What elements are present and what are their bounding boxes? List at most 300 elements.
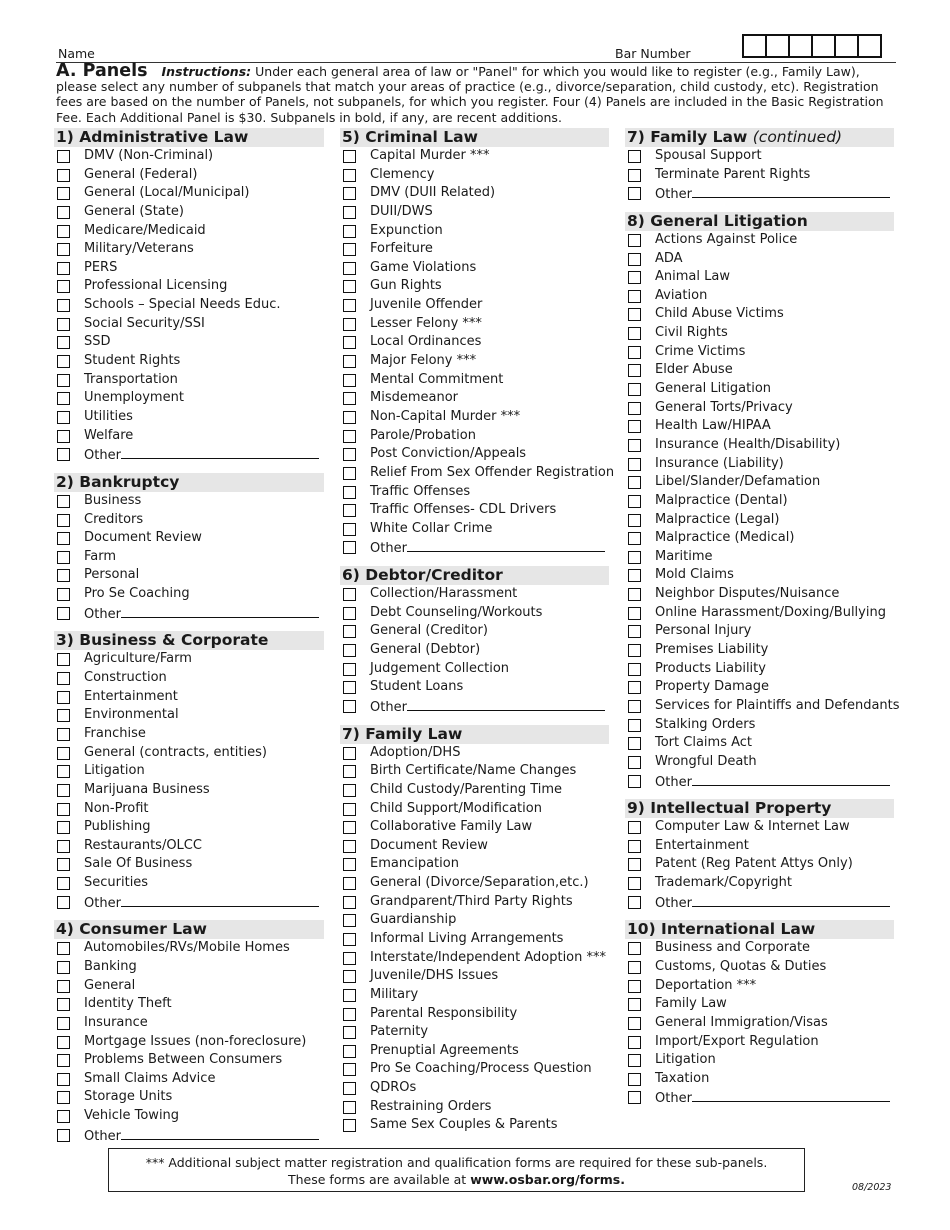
subpanel-item[interactable] bbox=[340, 501, 609, 520]
subpanel-checkbox[interactable] bbox=[343, 430, 356, 443]
subpanel-checkbox[interactable] bbox=[57, 280, 70, 293]
other-write-in-line[interactable] bbox=[121, 445, 319, 459]
subpanel-checkbox[interactable] bbox=[343, 663, 356, 676]
subpanel-checkbox[interactable] bbox=[343, 588, 356, 601]
subpanel-item[interactable] bbox=[340, 315, 609, 334]
subpanel-item[interactable] bbox=[54, 893, 324, 912]
subpanel-item[interactable] bbox=[340, 678, 609, 697]
subpanel-item[interactable] bbox=[340, 427, 609, 446]
subpanel-checkbox[interactable] bbox=[57, 765, 70, 778]
subpanel-item[interactable] bbox=[340, 1098, 609, 1117]
subpanel-item[interactable] bbox=[625, 548, 894, 567]
subpanel-item[interactable] bbox=[54, 566, 324, 585]
subpanel-checkbox[interactable] bbox=[628, 942, 641, 955]
subpanel-checkbox[interactable] bbox=[343, 467, 356, 480]
other-write-in-line[interactable] bbox=[692, 772, 890, 786]
subpanel-checkbox[interactable] bbox=[57, 150, 70, 163]
other-write-in-line[interactable] bbox=[121, 1126, 319, 1140]
subpanel-checkbox[interactable] bbox=[628, 514, 641, 527]
subpanel-item[interactable] bbox=[625, 585, 894, 604]
bar-digit-box[interactable] bbox=[813, 36, 836, 56]
subpanel-checkbox[interactable] bbox=[628, 1017, 641, 1030]
subpanel-checkbox[interactable] bbox=[343, 681, 356, 694]
subpanel-item[interactable] bbox=[54, 240, 324, 259]
subpanel-item[interactable] bbox=[625, 753, 894, 772]
subpanel-item[interactable] bbox=[54, 725, 324, 744]
subpanel-checkbox[interactable] bbox=[57, 942, 70, 955]
subpanel-item[interactable] bbox=[54, 184, 324, 203]
subpanel-item[interactable] bbox=[54, 315, 324, 334]
subpanel-item[interactable] bbox=[340, 874, 609, 893]
subpanel-checkbox[interactable] bbox=[343, 858, 356, 871]
subpanel-checkbox[interactable] bbox=[57, 169, 70, 182]
subpanel-item[interactable] bbox=[54, 166, 324, 185]
subpanel-checkbox[interactable] bbox=[57, 569, 70, 582]
subpanel-item[interactable] bbox=[625, 473, 894, 492]
subpanel-checkbox[interactable] bbox=[57, 821, 70, 834]
other-write-in-line[interactable] bbox=[121, 893, 319, 907]
subpanel-checkbox[interactable] bbox=[57, 187, 70, 200]
subpanel-checkbox[interactable] bbox=[57, 355, 70, 368]
subpanel-item[interactable] bbox=[340, 641, 609, 660]
subpanel-checkbox[interactable] bbox=[57, 607, 70, 620]
subpanel-item[interactable] bbox=[340, 762, 609, 781]
subpanel-checkbox[interactable] bbox=[57, 374, 70, 387]
subpanel-item[interactable] bbox=[54, 1107, 324, 1126]
subpanel-item[interactable] bbox=[340, 930, 609, 949]
subpanel-item[interactable] bbox=[625, 995, 894, 1014]
subpanel-item[interactable] bbox=[625, 660, 894, 679]
subpanel-item[interactable] bbox=[625, 1051, 894, 1070]
subpanel-item[interactable] bbox=[340, 622, 609, 641]
subpanel-item[interactable] bbox=[625, 1070, 894, 1089]
subpanel-checkbox[interactable] bbox=[343, 280, 356, 293]
subpanel-checkbox[interactable] bbox=[628, 364, 641, 377]
subpanel-item[interactable] bbox=[54, 855, 324, 874]
subpanel-checkbox[interactable] bbox=[343, 374, 356, 387]
other-write-in-line[interactable] bbox=[692, 893, 890, 907]
subpanel-checkbox[interactable] bbox=[343, 392, 356, 405]
subpanel-checkbox[interactable] bbox=[343, 784, 356, 797]
subpanel-item[interactable] bbox=[625, 268, 894, 287]
subpanel-item[interactable] bbox=[54, 511, 324, 530]
subpanel-checkbox[interactable] bbox=[343, 504, 356, 517]
subpanel-checkbox[interactable] bbox=[57, 858, 70, 871]
subpanel-checkbox[interactable] bbox=[57, 262, 70, 275]
subpanel-item[interactable] bbox=[54, 389, 324, 408]
bar-digit-box[interactable] bbox=[744, 36, 767, 56]
subpanel-checkbox[interactable] bbox=[57, 392, 70, 405]
subpanel-item[interactable] bbox=[54, 1088, 324, 1107]
subpanel-item[interactable] bbox=[54, 781, 324, 800]
subpanel-item[interactable] bbox=[54, 259, 324, 278]
subpanel-checkbox[interactable] bbox=[57, 653, 70, 666]
subpanel-item[interactable] bbox=[340, 1060, 609, 1079]
subpanel-checkbox[interactable] bbox=[343, 747, 356, 760]
subpanel-item[interactable] bbox=[625, 417, 894, 436]
forms-link[interactable]: www.osbar.org/forms. bbox=[470, 1172, 625, 1187]
subpanel-checkbox[interactable] bbox=[343, 243, 356, 256]
subpanel-checkbox[interactable] bbox=[57, 840, 70, 853]
subpanel-item[interactable] bbox=[340, 911, 609, 930]
subpanel-checkbox[interactable] bbox=[343, 1045, 356, 1058]
subpanel-item[interactable] bbox=[625, 231, 894, 250]
subpanel-item[interactable] bbox=[340, 184, 609, 203]
subpanel-checkbox[interactable] bbox=[343, 877, 356, 890]
subpanel-item[interactable] bbox=[340, 483, 609, 502]
subpanel-checkbox[interactable] bbox=[628, 458, 641, 471]
subpanel-item[interactable] bbox=[340, 855, 609, 874]
subpanel-checkbox[interactable] bbox=[628, 1073, 641, 1086]
subpanel-checkbox[interactable] bbox=[628, 150, 641, 163]
subpanel-item[interactable] bbox=[340, 986, 609, 1005]
subpanel-item[interactable] bbox=[340, 203, 609, 222]
subpanel-checkbox[interactable] bbox=[628, 383, 641, 396]
subpanel-item[interactable] bbox=[54, 147, 324, 166]
subpanel-checkbox[interactable] bbox=[628, 420, 641, 433]
subpanel-checkbox[interactable] bbox=[343, 821, 356, 834]
subpanel-item[interactable] bbox=[625, 436, 894, 455]
subpanel-checkbox[interactable] bbox=[628, 532, 641, 545]
bar-digit-box[interactable] bbox=[836, 36, 859, 56]
subpanel-checkbox[interactable] bbox=[628, 681, 641, 694]
subpanel-checkbox[interactable] bbox=[628, 607, 641, 620]
subpanel-checkbox[interactable] bbox=[628, 169, 641, 182]
subpanel-item[interactable] bbox=[625, 566, 894, 585]
subpanel-checkbox[interactable] bbox=[628, 877, 641, 890]
subpanel-checkbox[interactable] bbox=[628, 896, 641, 909]
subpanel-checkbox[interactable] bbox=[628, 253, 641, 266]
subpanel-checkbox[interactable] bbox=[343, 1101, 356, 1114]
subpanel-checkbox[interactable] bbox=[628, 840, 641, 853]
subpanel-checkbox[interactable] bbox=[57, 1054, 70, 1067]
subpanel-checkbox[interactable] bbox=[57, 430, 70, 443]
subpanel-checkbox[interactable] bbox=[628, 644, 641, 657]
other-write-in-line[interactable] bbox=[407, 697, 605, 711]
subpanel-item[interactable] bbox=[54, 333, 324, 352]
subpanel-item[interactable] bbox=[340, 585, 609, 604]
subpanel-item[interactable] bbox=[54, 1126, 324, 1145]
subpanel-item[interactable] bbox=[625, 305, 894, 324]
subpanel-item[interactable] bbox=[54, 352, 324, 371]
bar-digit-box[interactable] bbox=[790, 36, 813, 56]
subpanel-item[interactable] bbox=[625, 958, 894, 977]
subpanel-checkbox[interactable] bbox=[628, 495, 641, 508]
subpanel-checkbox[interactable] bbox=[57, 1017, 70, 1030]
subpanel-item[interactable] bbox=[340, 604, 609, 623]
subpanel-item[interactable] bbox=[54, 529, 324, 548]
subpanel-checkbox[interactable] bbox=[628, 700, 641, 713]
subpanel-item[interactable] bbox=[54, 995, 324, 1014]
subpanel-checkbox[interactable] bbox=[343, 523, 356, 536]
subpanel-item[interactable] bbox=[625, 343, 894, 362]
subpanel-checkbox[interactable] bbox=[57, 206, 70, 219]
subpanel-checkbox[interactable] bbox=[628, 663, 641, 676]
subpanel-checkbox[interactable] bbox=[343, 355, 356, 368]
subpanel-item[interactable] bbox=[54, 837, 324, 856]
subpanel-checkbox[interactable] bbox=[57, 1129, 70, 1142]
subpanel-item[interactable] bbox=[340, 1042, 609, 1061]
subpanel-item[interactable] bbox=[340, 781, 609, 800]
subpanel-item[interactable] bbox=[625, 772, 894, 791]
subpanel-checkbox[interactable] bbox=[628, 858, 641, 871]
subpanel-item[interactable] bbox=[54, 1033, 324, 1052]
subpanel-checkbox[interactable] bbox=[628, 775, 641, 788]
subpanel-item[interactable] bbox=[625, 361, 894, 380]
subpanel-item[interactable] bbox=[625, 380, 894, 399]
other-write-in-line[interactable] bbox=[121, 604, 319, 618]
subpanel-checkbox[interactable] bbox=[57, 709, 70, 722]
subpanel-item[interactable] bbox=[54, 874, 324, 893]
subpanel-checkbox[interactable] bbox=[57, 532, 70, 545]
subpanel-item[interactable] bbox=[340, 697, 609, 716]
subpanel-checkbox[interactable] bbox=[57, 961, 70, 974]
subpanel-item[interactable] bbox=[625, 147, 894, 166]
subpanel-checkbox[interactable] bbox=[628, 719, 641, 732]
subpanel-item[interactable] bbox=[340, 949, 609, 968]
subpanel-item[interactable] bbox=[54, 585, 324, 604]
subpanel-checkbox[interactable] bbox=[628, 569, 641, 582]
subpanel-checkbox[interactable] bbox=[343, 187, 356, 200]
subpanel-item[interactable] bbox=[340, 408, 609, 427]
subpanel-item[interactable] bbox=[340, 893, 609, 912]
subpanel-checkbox[interactable] bbox=[57, 747, 70, 760]
subpanel-checkbox[interactable] bbox=[628, 737, 641, 750]
subpanel-item[interactable] bbox=[340, 744, 609, 763]
subpanel-item[interactable] bbox=[340, 277, 609, 296]
subpanel-item[interactable] bbox=[54, 958, 324, 977]
subpanel-checkbox[interactable] bbox=[57, 896, 70, 909]
subpanel-checkbox[interactable] bbox=[343, 1026, 356, 1039]
subpanel-item[interactable] bbox=[625, 604, 894, 623]
subpanel-item[interactable] bbox=[340, 660, 609, 679]
subpanel-checkbox[interactable] bbox=[57, 588, 70, 601]
subpanel-checkbox[interactable] bbox=[57, 877, 70, 890]
subpanel-item[interactable] bbox=[54, 939, 324, 958]
subpanel-item[interactable] bbox=[340, 1005, 609, 1024]
subpanel-item[interactable] bbox=[625, 399, 894, 418]
subpanel-checkbox[interactable] bbox=[57, 225, 70, 238]
subpanel-item[interactable] bbox=[625, 287, 894, 306]
subpanel-item[interactable] bbox=[54, 296, 324, 315]
subpanel-checkbox[interactable] bbox=[57, 299, 70, 312]
subpanel-item[interactable] bbox=[625, 529, 894, 548]
subpanel-checkbox[interactable] bbox=[343, 952, 356, 965]
subpanel-checkbox[interactable] bbox=[343, 1082, 356, 1095]
subpanel-checkbox[interactable] bbox=[57, 998, 70, 1011]
subpanel-checkbox[interactable] bbox=[343, 1119, 356, 1132]
subpanel-item[interactable] bbox=[625, 939, 894, 958]
subpanel-item[interactable] bbox=[340, 389, 609, 408]
subpanel-checkbox[interactable] bbox=[628, 187, 641, 200]
other-write-in-line[interactable] bbox=[692, 184, 890, 198]
subpanel-checkbox[interactable] bbox=[57, 672, 70, 685]
subpanel-item[interactable] bbox=[340, 166, 609, 185]
subpanel-item[interactable] bbox=[625, 837, 894, 856]
subpanel-item[interactable] bbox=[340, 837, 609, 856]
other-write-in-line[interactable] bbox=[692, 1088, 890, 1102]
subpanel-checkbox[interactable] bbox=[343, 896, 356, 909]
subpanel-item[interactable] bbox=[625, 874, 894, 893]
subpanel-checkbox[interactable] bbox=[343, 318, 356, 331]
subpanel-item[interactable] bbox=[625, 1014, 894, 1033]
subpanel-checkbox[interactable] bbox=[628, 980, 641, 993]
subpanel-checkbox[interactable] bbox=[343, 336, 356, 349]
subpanel-item[interactable] bbox=[625, 1088, 894, 1107]
subpanel-checkbox[interactable] bbox=[343, 970, 356, 983]
subpanel-checkbox[interactable] bbox=[57, 784, 70, 797]
subpanel-checkbox[interactable] bbox=[628, 625, 641, 638]
subpanel-item[interactable] bbox=[625, 622, 894, 641]
subpanel-checkbox[interactable] bbox=[57, 243, 70, 256]
subpanel-checkbox[interactable] bbox=[343, 1063, 356, 1076]
subpanel-checkbox[interactable] bbox=[343, 803, 356, 816]
subpanel-item[interactable] bbox=[625, 716, 894, 735]
subpanel-checkbox[interactable] bbox=[57, 1073, 70, 1086]
subpanel-checkbox[interactable] bbox=[343, 225, 356, 238]
subpanel-checkbox[interactable] bbox=[57, 1036, 70, 1049]
subpanel-item[interactable] bbox=[54, 1070, 324, 1089]
subpanel-item[interactable] bbox=[54, 408, 324, 427]
subpanel-item[interactable] bbox=[340, 371, 609, 390]
subpanel-item[interactable] bbox=[625, 492, 894, 511]
subpanel-item[interactable] bbox=[340, 538, 609, 557]
subpanel-checkbox[interactable] bbox=[57, 318, 70, 331]
subpanel-item[interactable] bbox=[340, 464, 615, 483]
subpanel-checkbox[interactable] bbox=[57, 448, 70, 461]
subpanel-checkbox[interactable] bbox=[628, 1036, 641, 1049]
subpanel-item[interactable] bbox=[54, 800, 324, 819]
subpanel-checkbox[interactable] bbox=[628, 551, 641, 564]
subpanel-checkbox[interactable] bbox=[57, 980, 70, 993]
subpanel-checkbox[interactable] bbox=[343, 989, 356, 1002]
subpanel-item[interactable] bbox=[625, 893, 894, 912]
subpanel-item[interactable] bbox=[340, 1079, 609, 1098]
subpanel-item[interactable] bbox=[54, 222, 324, 241]
subpanel-checkbox[interactable] bbox=[57, 1110, 70, 1123]
subpanel-item[interactable] bbox=[340, 222, 609, 241]
subpanel-item[interactable] bbox=[340, 1116, 609, 1135]
subpanel-checkbox[interactable] bbox=[628, 1091, 641, 1104]
subpanel-checkbox[interactable] bbox=[57, 691, 70, 704]
subpanel-checkbox[interactable] bbox=[628, 588, 641, 601]
subpanel-item[interactable] bbox=[625, 697, 900, 716]
subpanel-item[interactable] bbox=[54, 1014, 324, 1033]
subpanel-item[interactable] bbox=[54, 688, 324, 707]
subpanel-checkbox[interactable] bbox=[628, 234, 641, 247]
subpanel-item[interactable] bbox=[340, 240, 609, 259]
subpanel-item[interactable] bbox=[625, 641, 894, 660]
subpanel-checkbox[interactable] bbox=[628, 346, 641, 359]
subpanel-item[interactable] bbox=[340, 259, 609, 278]
bar-digit-box[interactable] bbox=[767, 36, 790, 56]
subpanel-checkbox[interactable] bbox=[343, 541, 356, 554]
subpanel-item[interactable] bbox=[625, 184, 894, 203]
subpanel-checkbox[interactable] bbox=[628, 476, 641, 489]
subpanel-item[interactable] bbox=[54, 445, 324, 464]
subpanel-checkbox[interactable] bbox=[343, 765, 356, 778]
subpanel-checkbox[interactable] bbox=[628, 961, 641, 974]
subpanel-item[interactable] bbox=[625, 855, 894, 874]
subpanel-checkbox[interactable] bbox=[57, 411, 70, 424]
subpanel-checkbox[interactable] bbox=[343, 1008, 356, 1021]
subpanel-item[interactable] bbox=[54, 744, 324, 763]
subpanel-item[interactable] bbox=[54, 277, 324, 296]
subpanel-item[interactable] bbox=[625, 324, 894, 343]
subpanel-item[interactable] bbox=[625, 511, 894, 530]
subpanel-checkbox[interactable] bbox=[343, 206, 356, 219]
subpanel-checkbox[interactable] bbox=[343, 933, 356, 946]
subpanel-checkbox[interactable] bbox=[343, 486, 356, 499]
subpanel-checkbox[interactable] bbox=[343, 262, 356, 275]
subpanel-checkbox[interactable] bbox=[343, 607, 356, 620]
subpanel-item[interactable] bbox=[625, 977, 894, 996]
subpanel-item[interactable] bbox=[625, 1033, 894, 1052]
subpanel-checkbox[interactable] bbox=[57, 1091, 70, 1104]
subpanel-checkbox[interactable] bbox=[343, 150, 356, 163]
subpanel-checkbox[interactable] bbox=[628, 402, 641, 415]
subpanel-checkbox[interactable] bbox=[628, 439, 641, 452]
subpanel-item[interactable] bbox=[54, 492, 324, 511]
subpanel-item[interactable] bbox=[340, 352, 609, 371]
subpanel-item[interactable] bbox=[340, 147, 609, 166]
subpanel-item[interactable] bbox=[54, 1051, 324, 1070]
subpanel-checkbox[interactable] bbox=[57, 551, 70, 564]
subpanel-checkbox[interactable] bbox=[343, 914, 356, 927]
subpanel-checkbox[interactable] bbox=[343, 169, 356, 182]
subpanel-item[interactable] bbox=[54, 669, 324, 688]
subpanel-checkbox[interactable] bbox=[57, 495, 70, 508]
subpanel-item[interactable] bbox=[54, 706, 324, 725]
subpanel-item[interactable] bbox=[54, 604, 324, 623]
bar-digit-box[interactable] bbox=[859, 36, 880, 56]
subpanel-checkbox[interactable] bbox=[343, 448, 356, 461]
subpanel-checkbox[interactable] bbox=[57, 336, 70, 349]
subpanel-item[interactable] bbox=[54, 427, 324, 446]
subpanel-item[interactable] bbox=[340, 445, 609, 464]
subpanel-item[interactable] bbox=[340, 818, 609, 837]
subpanel-item[interactable] bbox=[340, 296, 609, 315]
subpanel-checkbox[interactable] bbox=[628, 327, 641, 340]
subpanel-item[interactable] bbox=[54, 762, 324, 781]
other-write-in-line[interactable] bbox=[407, 538, 605, 552]
subpanel-item[interactable] bbox=[625, 734, 894, 753]
subpanel-item[interactable] bbox=[54, 548, 324, 567]
subpanel-checkbox[interactable] bbox=[628, 308, 641, 321]
subpanel-checkbox[interactable] bbox=[57, 803, 70, 816]
subpanel-item[interactable] bbox=[54, 371, 324, 390]
subpanel-checkbox[interactable] bbox=[628, 998, 641, 1011]
bar-number-boxes[interactable] bbox=[742, 34, 882, 58]
subpanel-item[interactable] bbox=[625, 818, 894, 837]
subpanel-checkbox[interactable] bbox=[343, 644, 356, 657]
subpanel-checkbox[interactable] bbox=[628, 290, 641, 303]
subpanel-item[interactable] bbox=[340, 1023, 609, 1042]
subpanel-item[interactable] bbox=[54, 818, 324, 837]
subpanel-checkbox[interactable] bbox=[628, 821, 641, 834]
subpanel-item[interactable] bbox=[625, 678, 894, 697]
subpanel-checkbox[interactable] bbox=[628, 1054, 641, 1067]
subpanel-checkbox[interactable] bbox=[343, 625, 356, 638]
subpanel-item[interactable] bbox=[340, 520, 609, 539]
subpanel-checkbox[interactable] bbox=[343, 700, 356, 713]
subpanel-checkbox[interactable] bbox=[343, 299, 356, 312]
subpanel-item[interactable] bbox=[625, 250, 894, 269]
subpanel-item[interactable] bbox=[54, 203, 324, 222]
subpanel-checkbox[interactable] bbox=[57, 728, 70, 741]
subpanel-item[interactable] bbox=[340, 967, 609, 986]
subpanel-item[interactable] bbox=[625, 455, 894, 474]
